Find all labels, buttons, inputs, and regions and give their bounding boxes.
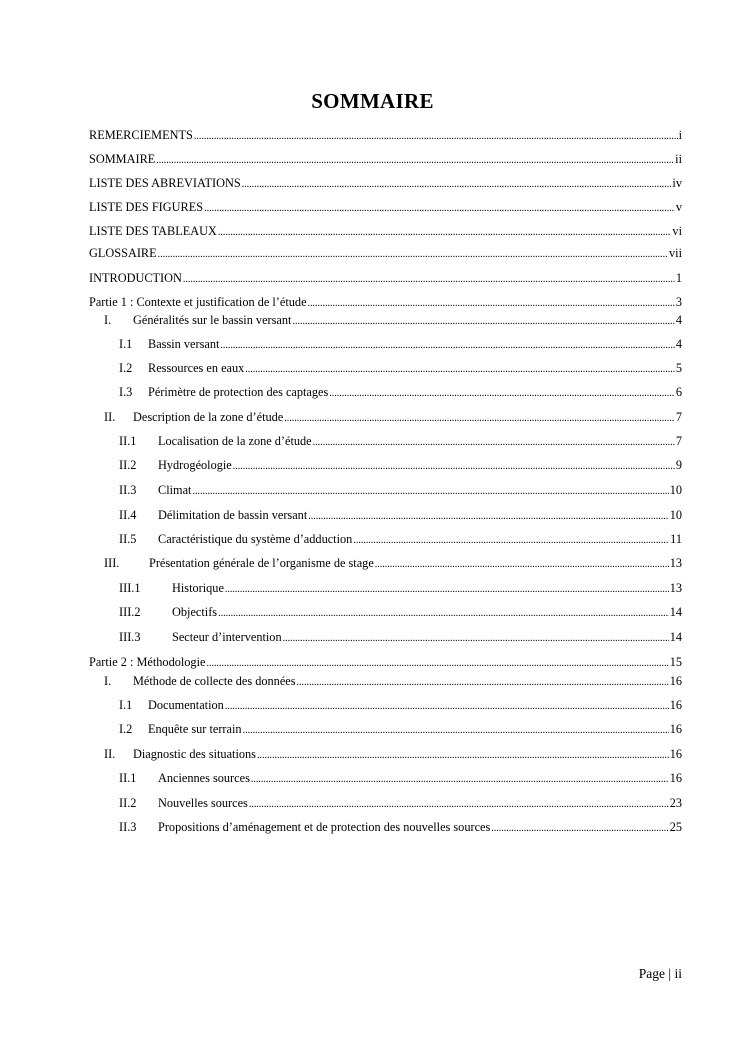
toc-entry-label: Méthode de collecte des données <box>133 674 296 688</box>
footer-page-number: ii <box>674 966 682 981</box>
page-title: SOMMAIRE <box>311 89 434 113</box>
toc-entry-page: 5 <box>675 361 682 375</box>
toc-entry-p2-section-i[interactable] <box>104 673 682 689</box>
toc-entry-label: Hydrogéologie <box>158 458 232 472</box>
toc-entry-partie-2[interactable] <box>89 654 682 670</box>
toc-entry-label: REMERCIEMENTS <box>89 128 193 142</box>
dot-leader <box>308 294 675 312</box>
toc-entry-number: II.3 <box>119 820 137 834</box>
toc-entry-remerciements[interactable] <box>89 127 682 143</box>
dot-leader <box>206 654 668 672</box>
toc-entry-label: Partie 1 : Contexte et justification de l’étude <box>89 295 307 309</box>
toc-entry-page: 13 <box>669 581 682 595</box>
toc-entry-number: I. <box>104 674 112 688</box>
dot-leader <box>283 629 669 647</box>
toc-entry-label: Historique <box>172 581 224 595</box>
toc-entry-ii-3[interactable] <box>119 482 682 498</box>
dot-leader <box>284 409 675 427</box>
dot-leader <box>204 199 675 217</box>
toc-entry-label: Caractéristique du système d’adduction <box>158 532 353 546</box>
toc-entry-page: 10 <box>669 483 682 497</box>
toc-entry-page: 7 <box>675 410 682 424</box>
toc-entry-abreviations[interactable] <box>89 175 682 191</box>
toc-entry-number: II.2 <box>119 796 137 810</box>
toc-entry-page: 16 <box>669 771 682 785</box>
toc-entry-p2-ii-2[interactable] <box>119 795 682 811</box>
toc-entry-label: Climat <box>158 483 192 497</box>
toc-entry-glossaire[interactable] <box>89 245 682 261</box>
toc-entry-label: Description de la zone d’étude <box>133 410 284 424</box>
toc-entry-number: I.1 <box>119 337 133 351</box>
toc-entry-label: Secteur d’intervention <box>172 630 282 644</box>
dot-leader <box>292 312 674 330</box>
dot-leader <box>220 336 674 354</box>
dot-leader <box>257 746 669 764</box>
dot-leader <box>225 580 669 598</box>
toc-entry-partie-1[interactable] <box>89 294 682 310</box>
toc-entry-p2-i-2[interactable] <box>119 721 682 737</box>
toc-entry-label: Propositions d’aménagement et de protection des nouvelles sources <box>158 820 491 834</box>
toc-entry-label: Diagnostic des situations <box>133 747 256 761</box>
toc-entry-label: INTRODUCTION <box>89 271 182 285</box>
dot-leader <box>242 175 672 193</box>
dot-leader <box>158 245 668 263</box>
toc-entry-number: II.1 <box>119 771 137 785</box>
footer-separator: | <box>668 966 672 981</box>
toc-entry-label: SOMMAIRE <box>89 152 156 166</box>
dot-leader <box>297 673 669 691</box>
toc-entry-introduction[interactable] <box>89 270 682 286</box>
toc-entry-number: III. <box>104 556 120 570</box>
toc-entry-iii-1[interactable] <box>119 580 682 596</box>
dot-leader <box>245 360 675 378</box>
dot-leader <box>225 697 669 715</box>
toc-entry-number: III.3 <box>119 630 141 644</box>
toc-entry-page: 7 <box>675 434 682 448</box>
toc-entry-iii-2[interactable] <box>119 604 682 620</box>
dot-leader <box>192 482 668 500</box>
toc-entry-label: Localisation de la zone d’étude <box>158 434 312 448</box>
dot-leader <box>243 721 669 739</box>
page-footer <box>639 966 682 982</box>
toc-entry-label: Enquête sur terrain <box>148 722 242 736</box>
toc-entry-page: 10 <box>669 508 682 522</box>
toc-entry-label: Objectifs <box>172 605 218 619</box>
toc-entry-label: Anciennes sources <box>158 771 250 785</box>
toc-entry-label: Délimitation de bassin versant <box>158 508 308 522</box>
toc-entry-section-iii[interactable] <box>104 555 682 571</box>
toc-entry-page: 6 <box>675 385 682 399</box>
toc-entry-page: 15 <box>669 655 682 669</box>
toc-entry-number: II.4 <box>119 508 137 522</box>
toc-entry-iii-3[interactable] <box>119 629 682 645</box>
toc-entry-number: II. <box>104 747 116 761</box>
toc-entry-page: 11 <box>670 532 682 546</box>
toc-entry-p2-ii-1[interactable] <box>119 770 682 786</box>
toc-entry-label: Nouvelles sources <box>158 796 248 810</box>
toc-entry-sommaire[interactable] <box>89 151 682 167</box>
toc-entry-page: 23 <box>669 796 682 810</box>
toc-entry-number: I.2 <box>119 361 133 375</box>
dot-leader <box>218 604 669 622</box>
dot-leader <box>249 795 669 813</box>
dot-leader <box>491 819 668 837</box>
toc-entry-i-2[interactable] <box>119 360 682 376</box>
toc-entry-page: 16 <box>669 747 682 761</box>
toc-entry-label: GLOSSAIRE <box>89 246 157 260</box>
toc-entry-p2-ii-3[interactable] <box>119 819 682 835</box>
dot-leader <box>218 223 672 241</box>
dot-leader <box>233 457 675 475</box>
dot-leader <box>183 270 675 288</box>
toc-entry-number: II.2 <box>119 458 137 472</box>
dot-leader <box>194 127 678 145</box>
toc-entry-ii-5[interactable] <box>119 531 682 547</box>
toc-entry-label: Généralités sur le bassin versant <box>133 313 292 327</box>
toc-entry-page: v <box>675 200 682 214</box>
toc-entry-page: 13 <box>669 556 682 570</box>
dot-leader <box>329 384 675 402</box>
toc-entry-number: II.3 <box>119 483 137 497</box>
toc-entry-page: ii <box>675 152 682 166</box>
toc-entry-page: 4 <box>675 313 682 327</box>
toc-entry-i-3[interactable] <box>119 384 682 400</box>
toc-entry-page: vi <box>672 224 682 238</box>
toc-entry-number: I.1 <box>119 698 133 712</box>
toc-entry-label: LISTE DES ABREVIATIONS <box>89 176 241 190</box>
toc-entry-page: 3 <box>675 295 682 309</box>
toc-entry-label: Présentation générale de l’organisme de stage <box>149 556 374 570</box>
toc-entry-page: iv <box>672 176 682 190</box>
toc-entry-number: I.3 <box>119 385 133 399</box>
dot-leader <box>375 555 669 573</box>
toc-entry-ii-1[interactable] <box>119 433 682 449</box>
toc-entry-page: 16 <box>669 722 682 736</box>
toc-entry-ii-2[interactable] <box>119 457 682 473</box>
toc-entry-p2-section-ii[interactable] <box>104 746 682 762</box>
toc-entry-number: I. <box>104 313 112 327</box>
toc-entry-number: III.1 <box>119 581 141 595</box>
toc-entry-label: Ressources en eaux <box>148 361 245 375</box>
toc-entry-figures[interactable] <box>89 199 682 215</box>
toc-entry-section-ii[interactable] <box>104 409 682 425</box>
dot-leader <box>353 531 669 549</box>
toc-entry-label: Bassin versant <box>148 337 220 351</box>
toc-entry-number: I.2 <box>119 722 133 736</box>
dot-leader <box>156 151 674 169</box>
footer-page-label: Page <box>638 966 666 981</box>
dot-leader <box>313 433 675 451</box>
toc-entry-page: vii <box>669 246 682 260</box>
toc-entry-number: III.2 <box>119 605 141 619</box>
toc-entry-page: 1 <box>675 271 682 285</box>
toc-entry-number: II.5 <box>119 532 137 546</box>
toc-entry-label: Documentation <box>148 698 224 712</box>
toc-entry-label: LISTE DES FIGURES <box>89 200 204 214</box>
toc-entry-tableaux[interactable] <box>89 223 682 239</box>
toc-entry-page: 25 <box>669 820 682 834</box>
toc-entry-label: LISTE DES TABLEAUX <box>89 224 217 238</box>
toc-entry-i-1[interactable] <box>119 336 682 352</box>
toc-entry-page: 16 <box>669 674 682 688</box>
toc-entry-page: 14 <box>669 605 682 619</box>
toc-entry-page: 16 <box>669 698 682 712</box>
toc-entry-page: i <box>678 128 682 142</box>
toc-entry-page: 14 <box>669 630 682 644</box>
dot-leader <box>308 507 668 525</box>
toc-entry-label: Partie 2 : Méthodologie <box>89 655 206 669</box>
toc-entry-ii-4[interactable] <box>119 507 682 523</box>
toc-entry-page: 4 <box>675 337 682 351</box>
toc-entry-section-i[interactable] <box>104 312 682 328</box>
toc-entry-number: II. <box>104 410 116 424</box>
toc-entry-number: II.1 <box>119 434 137 448</box>
dot-leader <box>251 770 669 788</box>
toc-entry-page: 9 <box>675 458 682 472</box>
toc-entry-p2-i-1[interactable] <box>119 697 682 713</box>
toc-entry-label: Périmètre de protection des captages <box>148 385 329 399</box>
